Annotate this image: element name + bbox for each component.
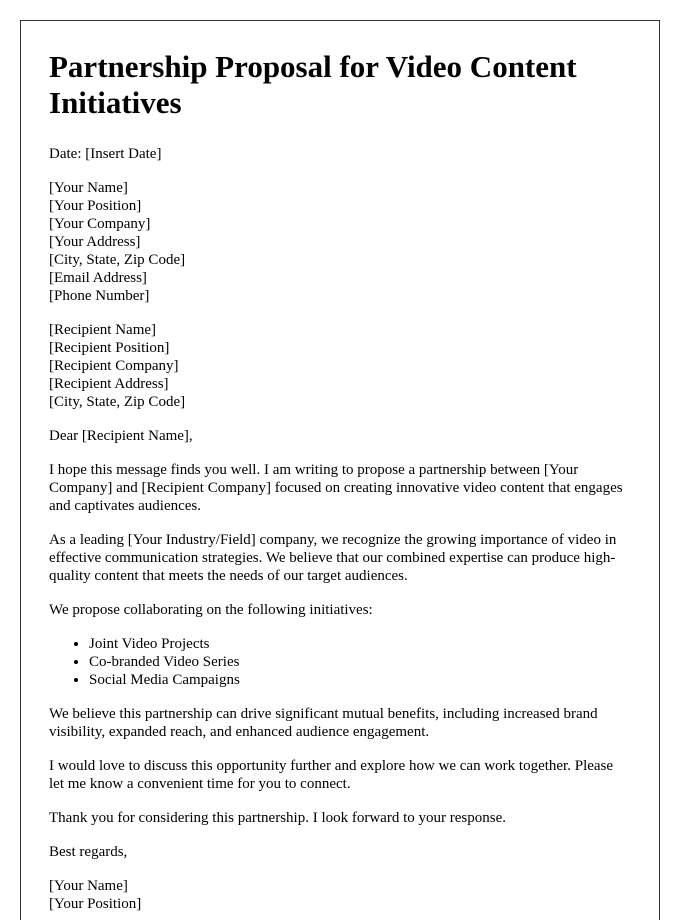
list-item: • Social Media Campaigns [89,671,631,689]
sender-email: [Email Address] [49,270,147,286]
signature-name: [Your Name] [49,878,128,894]
recipient-company: [Recipient Company] [49,358,179,374]
recipient-block [49,321,631,411]
recipient-name: [Recipient Name] [49,322,157,338]
sender-position: [Your Position] [49,198,142,214]
sender-block [49,179,631,305]
body-paragraph: We believe this partnership can drive significant mutual benefits, including increased brand visibility, expanded reach, and enhanced audience engagement. [49,706,598,740]
sender-phone: [Phone Number] [49,288,150,304]
recipient-address: [Recipient Address] [49,376,169,392]
date-line: Date: [Insert Date] [49,146,162,162]
signoff: Best regards, [49,844,128,860]
body-paragraph: I would love to discuss this opportunity further and explore how we can work together. Please let me know a convenient time for you to connect. [49,758,614,792]
list-item: • Co-branded Video Series [89,653,631,671]
sender-address: [Your Address] [49,234,141,250]
body-paragraph: I hope this message finds you well. I am writing to propose a partnership between [Your Company] and [Recipient Company] focused on creating innovative video content that engages and captivates audiences. [49,462,623,514]
body-paragraph: Thank you for considering this partnership. I look forward to your response. [49,810,506,826]
salutation: Dear [Recipient Name], [49,428,193,444]
letter-title: Partnership Proposal for Video Content Initiatives [49,49,577,120]
list-item: • Joint Video Projects [89,635,631,653]
signature-position: [Your Position] [49,896,142,912]
sender-company: [Your Company] [49,216,151,232]
signature-block [49,877,631,913]
sender-city-state-zip: [City, State, Zip Code] [49,252,186,268]
letter-page [20,20,660,920]
body-paragraph: As a leading [Your Industry/Field] company, we recognize the growing importance of video in effective communication strategies. We believe that our combined expertise can produce high-quality content that meets the needs of our target audiences. [49,532,617,584]
recipient-position: [Recipient Position] [49,340,170,356]
initiatives-list [49,635,631,689]
sender-name: [Your Name] [49,180,128,196]
recipient-city-state-zip: [City, State, Zip Code] [49,394,186,410]
body-paragraph: We propose collaborating on the following initiatives: [49,602,373,618]
